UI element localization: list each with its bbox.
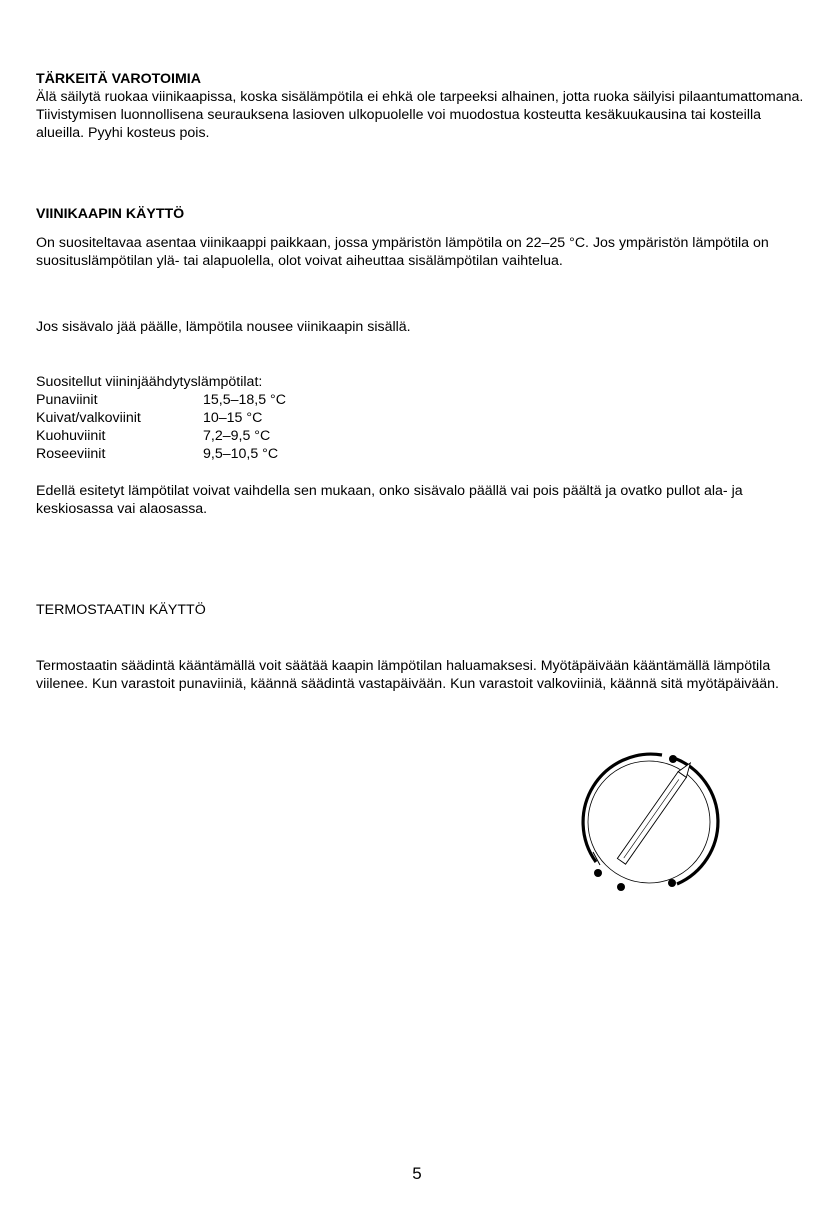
wine-temperature: 15,5–18,5 °C [203, 392, 286, 408]
thermostat-heading: TERMOSTAATIN KÄYTTÖ [36, 602, 206, 618]
wine-type: Punaviinit [36, 392, 98, 408]
wine-type: Kuivat/valkoviinit [36, 410, 141, 426]
dial-outer-arc-left [583, 754, 662, 862]
dial-dot-bottom [617, 883, 625, 891]
wine-temperature: 10–15 °C [203, 410, 263, 426]
temperature-row [36, 391, 812, 409]
temperature-table [36, 373, 812, 463]
usage-text: On suositeltavaa asentaa viinikaappi paikkaan, jossa ympäristön lämpötila on 22–25 °C. Jos ympäristön lämpötila on suosituslämpötilan ylä- tai alapuolella, olot voivat aiheuttaa sisälämpötilan vaihtelua. [36, 235, 769, 269]
precautions-heading: TÄRKEITÄ VAROTOIMIA [36, 71, 201, 87]
wine-temperature: 7,2–9,5 °C [203, 428, 271, 444]
wine-type: Roseeviinit [36, 446, 106, 462]
precautions-text: Älä säilytä ruokaa viinikaapissa, koska sisälämpötila ei ehkä ole tarpeeksi alhainen, jotta ruoka säilyisi pilaantumattomana. Tiivistymisen luonnollisena seurauksena lasioven ulkopuolelle voi muodostua kosteutta kesäkuukausina tai kosteilla alueilla. Pyyhi kosteus pois. [36, 89, 804, 141]
temperature-note: Edellä esitetyt lämpötilat voivat vaihdella sen mukaan, onko sisävalo päällä vai pois päältä ja ovatko pullot ala- ja keskiosassa vai alaosassa. [36, 483, 743, 517]
usage-heading: VIINIKAAPIN KÄYTTÖ [36, 206, 185, 222]
temperature-title: Suositellut viininjäähdytyslämpötilat: [36, 374, 263, 390]
wine-type: Kuohuviinit [36, 428, 106, 444]
thermostat-dial-illustration [574, 744, 724, 896]
temperature-row [36, 427, 812, 445]
precautions-section [36, 70, 812, 142]
page-number: 5 [412, 1164, 422, 1183]
dial-pointer [617, 760, 694, 864]
thermostat-text: Termostaatin säädintä kääntämällä voit säätää kaapin lämpötilan haluamaksesi. Myötäpäivään kääntämällä lämpötila viilenee. Kun varastoit punaviiniä, käännä säädintä vastapäivään. Kun varastoit valkoviiniä, käännä sitä myötäpäivään. [36, 658, 779, 692]
dial-dot-right [668, 879, 676, 887]
light-note: Jos sisävalo jää päälle, lämpötila nousee viinikaapin sisällä. [36, 319, 411, 335]
temperature-row [36, 409, 812, 427]
wine-temperature: 9,5–10,5 °C [203, 446, 279, 462]
temperature-row [36, 445, 812, 463]
dial-dot-left [594, 869, 602, 877]
dial-dot-top [669, 755, 677, 763]
